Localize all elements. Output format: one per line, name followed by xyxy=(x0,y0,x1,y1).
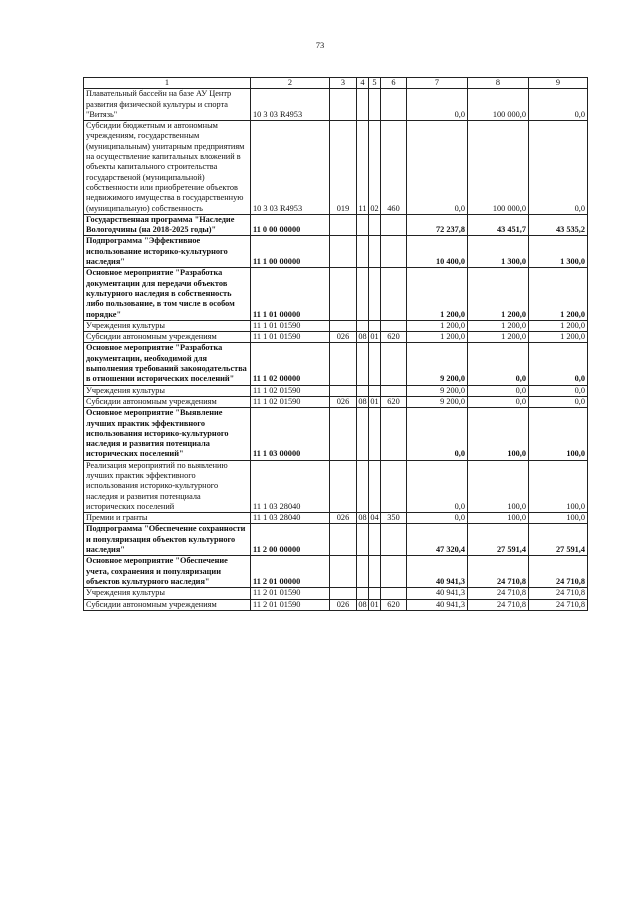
column-header-9: 9 xyxy=(529,78,588,89)
cell-c5 xyxy=(369,385,381,396)
budget-table xyxy=(83,77,588,611)
cell-name: Основное мероприятие "Разработка документации, необходимой для выполнения требований законодательства в отношении исторических поселений" xyxy=(84,343,251,385)
cell-v7: 72 237,8 xyxy=(407,214,468,236)
cell-name: Основное мероприятие "Разработка документации для передачи объектов культурного наследия в собственность либо пользование, в том числе в особом порядке" xyxy=(84,268,251,320)
cell-code: 10 3 03 R4953 xyxy=(251,121,330,215)
table-row xyxy=(84,385,588,396)
cell-v9: 43 535,2 xyxy=(529,214,588,236)
cell-c6 xyxy=(381,320,407,331)
cell-c4 xyxy=(357,320,369,331)
cell-c5: 04 xyxy=(370,513,379,523)
cell-code: 11 2 00 00000 xyxy=(251,524,330,556)
table-row xyxy=(84,268,588,320)
cell-c3 xyxy=(330,408,357,460)
cell-name: Премии и гранты xyxy=(84,513,251,524)
table-row xyxy=(84,89,588,121)
cell-code: 11 1 03 28040 xyxy=(251,513,330,524)
cell-code: 10 3 03 R4953 xyxy=(251,89,330,121)
cell-c4 xyxy=(357,460,369,512)
cell-c5: 02 xyxy=(369,121,381,215)
cell-v8: 0,0 xyxy=(468,343,529,385)
cell-v7: 0,0 xyxy=(407,513,468,524)
cell-v9: 1 200,0 xyxy=(529,332,588,343)
table-row xyxy=(84,588,588,599)
cell-code: 11 0 00 00000 xyxy=(251,214,330,236)
table-row xyxy=(84,408,588,460)
cell-v7: 1 200,0 xyxy=(407,320,468,331)
cell-v8: 1 300,0 xyxy=(468,236,529,268)
cell-c5: 01 xyxy=(370,599,379,609)
cell-v8: 24 710,8 xyxy=(468,599,529,610)
column-header-1: 1 xyxy=(84,78,251,89)
cell-v7: 9 200,0 xyxy=(407,396,468,407)
cell-c6 xyxy=(381,89,407,121)
cell-c3: 026 xyxy=(330,513,357,524)
cell-v8: 0,0 xyxy=(468,396,529,407)
cell-v9: 1 300,0 xyxy=(529,236,588,268)
cell-c6 xyxy=(381,236,407,268)
cell-name: Учреждения культуры xyxy=(84,320,251,331)
column-header-8: 8 xyxy=(468,78,529,89)
cell-c3 xyxy=(330,343,357,385)
cell-c3: 019 xyxy=(330,121,357,215)
cell-v9: 0,0 xyxy=(529,396,588,407)
table-row xyxy=(84,236,588,268)
cell-c5: 01 xyxy=(370,396,379,406)
cell-c3 xyxy=(330,214,357,236)
cell-v7: 40 941,3 xyxy=(407,599,468,610)
cell-v9: 1 200,0 xyxy=(529,320,588,331)
cell-v8: 43 451,7 xyxy=(468,214,529,236)
cell-v9: 24 710,8 xyxy=(529,599,588,610)
cell-v7: 40 941,3 xyxy=(407,588,468,599)
cell-c5 xyxy=(369,408,381,460)
cell-c5 xyxy=(369,524,381,556)
cell-c6 xyxy=(381,214,407,236)
cell-v9: 0,0 xyxy=(529,343,588,385)
cell-name: Субсидии бюджетным и автономным учреждениям, государственным (муниципальным) унитарным предприятиям на осуществление капитальных вложений в объекты капитального строительства государственой (муниципальной) собственности или приобретение объектов недвижимого имущества в государственную (муниципальную) собственность xyxy=(84,121,251,215)
cell-v8: 100 000,0 xyxy=(468,121,529,215)
cell-v9: 24 710,8 xyxy=(529,556,588,588)
cell-v8: 1 200,0 xyxy=(468,268,529,320)
cell-name: Подпрограмма "Обеспечение сохранности и популяризация объектов культурного наследия" xyxy=(84,524,251,556)
cell-c5 xyxy=(369,556,381,588)
cell-v8: 100,0 xyxy=(468,408,529,460)
cell-c4: 11 xyxy=(357,121,369,215)
cell-c3 xyxy=(330,588,357,599)
table-row xyxy=(84,513,588,524)
cell-code: 11 1 01 01590 xyxy=(251,332,330,343)
page-number: 73 xyxy=(315,40,325,50)
cell-v7: 10 400,0 xyxy=(407,236,468,268)
cell-v9: 100,0 xyxy=(529,513,588,524)
cell-c6 xyxy=(381,556,407,588)
cell-v7: 9 200,0 xyxy=(407,385,468,396)
cell-v9: 100,0 xyxy=(529,460,588,512)
cell-v8: 0,0 xyxy=(468,385,529,396)
cell-c3: 026 xyxy=(330,396,357,407)
table-row xyxy=(84,121,588,215)
cell-name: Субсидии автономным учреждениям xyxy=(84,396,251,407)
cell-name: Субсидии автономным учреждениям xyxy=(84,599,251,610)
cell-name: Учреждения культуры xyxy=(84,385,251,396)
cell-v8: 100,0 xyxy=(468,513,529,524)
column-header-5: 5 xyxy=(369,78,381,89)
cell-c3 xyxy=(330,460,357,512)
cell-c3 xyxy=(330,556,357,588)
cell-c4 xyxy=(357,214,369,236)
table-row xyxy=(84,396,588,407)
cell-c4: 08 xyxy=(358,332,367,342)
cell-c5 xyxy=(369,588,381,599)
cell-c6: 620 xyxy=(381,396,407,407)
cell-c5 xyxy=(369,214,381,236)
table-row xyxy=(84,343,588,385)
cell-c5 xyxy=(369,320,381,331)
cell-v9: 0,0 xyxy=(529,385,588,396)
cell-code: 11 1 03 28040 xyxy=(251,460,330,512)
cell-v8: 100,0 xyxy=(468,460,529,512)
cell-c4 xyxy=(357,524,369,556)
cell-c6 xyxy=(381,268,407,320)
cell-c3 xyxy=(330,385,357,396)
cell-c6 xyxy=(381,385,407,396)
cell-v7: 0,0 xyxy=(407,460,468,512)
cell-v7: 1 200,0 xyxy=(407,332,468,343)
table-row xyxy=(84,460,588,512)
cell-c6 xyxy=(381,524,407,556)
cell-v7: 40 941,3 xyxy=(407,556,468,588)
cell-v9: 1 200,0 xyxy=(529,268,588,320)
cell-c5 xyxy=(369,89,381,121)
cell-v7: 0,0 xyxy=(407,121,468,215)
cell-c3: 026 xyxy=(330,332,357,343)
cell-v7: 47 320,4 xyxy=(407,524,468,556)
cell-v9: 100,0 xyxy=(529,408,588,460)
cell-c4 xyxy=(357,588,369,599)
cell-v7: 9 200,0 xyxy=(407,343,468,385)
cell-code: 11 1 00 00000 xyxy=(251,236,330,268)
cell-name: Реализация мероприятий по выявлению лучших практик эффективного использования историко-культурного наследия и развития потенциала исторических поселений xyxy=(84,460,251,512)
table-body xyxy=(84,89,588,611)
cell-name: Подпрограмма "Эффективное использование историко-культурного наследия" xyxy=(84,236,251,268)
table-row xyxy=(84,214,588,236)
cell-c5 xyxy=(369,268,381,320)
cell-c6 xyxy=(381,408,407,460)
cell-v9: 27 591,4 xyxy=(529,524,588,556)
cell-name: Учреждения культуры xyxy=(84,588,251,599)
cell-c4 xyxy=(357,236,369,268)
cell-c3 xyxy=(330,268,357,320)
cell-c3 xyxy=(330,89,357,121)
cell-c5 xyxy=(369,236,381,268)
cell-c4 xyxy=(357,268,369,320)
table-row xyxy=(84,332,588,343)
cell-c3: 026 xyxy=(330,599,357,610)
cell-c6 xyxy=(381,588,407,599)
cell-c5: 01 xyxy=(370,332,379,342)
header-row xyxy=(84,78,588,89)
cell-name: Основное мероприятие "Выявление лучших практик эффективного использования историко-культурного наследия и развития потенциала исторических поселений" xyxy=(84,408,251,460)
cell-c6: 620 xyxy=(381,332,407,343)
cell-code: 11 1 01 00000 xyxy=(251,268,330,320)
cell-c4: 08 xyxy=(358,599,367,609)
table-row xyxy=(84,599,588,610)
cell-v9: 24 710,8 xyxy=(529,588,588,599)
cell-c4: 08 xyxy=(358,396,367,406)
cell-v7: 0,0 xyxy=(407,408,468,460)
cell-c4 xyxy=(357,385,369,396)
cell-v7: 1 200,0 xyxy=(407,268,468,320)
cell-v8: 24 710,8 xyxy=(468,556,529,588)
cell-c4 xyxy=(357,343,369,385)
cell-name: Плавательный бассейн на базе АУ Центр развития физической культуры и спорта "Витязь" xyxy=(84,89,251,121)
cell-code: 11 1 01 01590 xyxy=(251,320,330,331)
cell-c4 xyxy=(357,556,369,588)
cell-c6 xyxy=(381,460,407,512)
column-header-2: 2 xyxy=(251,78,330,89)
cell-code: 11 2 01 00000 xyxy=(251,556,330,588)
table-row xyxy=(84,320,588,331)
cell-c4 xyxy=(357,89,369,121)
cell-v8: 1 200,0 xyxy=(468,332,529,343)
cell-c3 xyxy=(330,320,357,331)
cell-c6: 350 xyxy=(381,513,407,524)
cell-c4 xyxy=(357,408,369,460)
cell-v8: 1 200,0 xyxy=(468,320,529,331)
column-header-3: 3 xyxy=(330,78,357,89)
cell-v8: 24 710,8 xyxy=(468,588,529,599)
table-row xyxy=(84,524,588,556)
cell-v9: 0,0 xyxy=(529,89,588,121)
cell-code: 11 1 02 01590 xyxy=(251,396,330,407)
cell-v9: 0,0 xyxy=(529,121,588,215)
cell-c3 xyxy=(330,236,357,268)
cell-code: 11 1 02 01590 xyxy=(251,385,330,396)
cell-code: 11 1 02 00000 xyxy=(251,343,330,385)
cell-c6: 620 xyxy=(381,599,407,610)
cell-c6 xyxy=(381,343,407,385)
cell-v8: 100 000,0 xyxy=(468,89,529,121)
cell-code: 11 2 01 01590 xyxy=(251,588,330,599)
cell-c6: 460 xyxy=(381,121,407,215)
cell-c5 xyxy=(369,460,381,512)
cell-c4: 08 xyxy=(358,513,367,523)
column-header-6: 6 xyxy=(381,78,407,89)
cell-name: Субсидии автономным учреждениям xyxy=(84,332,251,343)
cell-c5 xyxy=(369,343,381,385)
cell-code: 11 1 03 00000 xyxy=(251,408,330,460)
cell-name: Основное мероприятие "Обеспечение учета, сохранения и популяризации объектов культурного наследия" xyxy=(84,556,251,588)
table-row xyxy=(84,556,588,588)
column-header-7: 7 xyxy=(407,78,468,89)
cell-c3 xyxy=(330,524,357,556)
cell-code: 11 2 01 01590 xyxy=(251,599,330,610)
column-header-4: 4 xyxy=(357,78,369,89)
cell-v7: 0,0 xyxy=(407,89,468,121)
cell-name: Государственная программа "Наследие Вологодчины (на 2018-2025 годы)" xyxy=(84,214,251,236)
cell-v8: 27 591,4 xyxy=(468,524,529,556)
